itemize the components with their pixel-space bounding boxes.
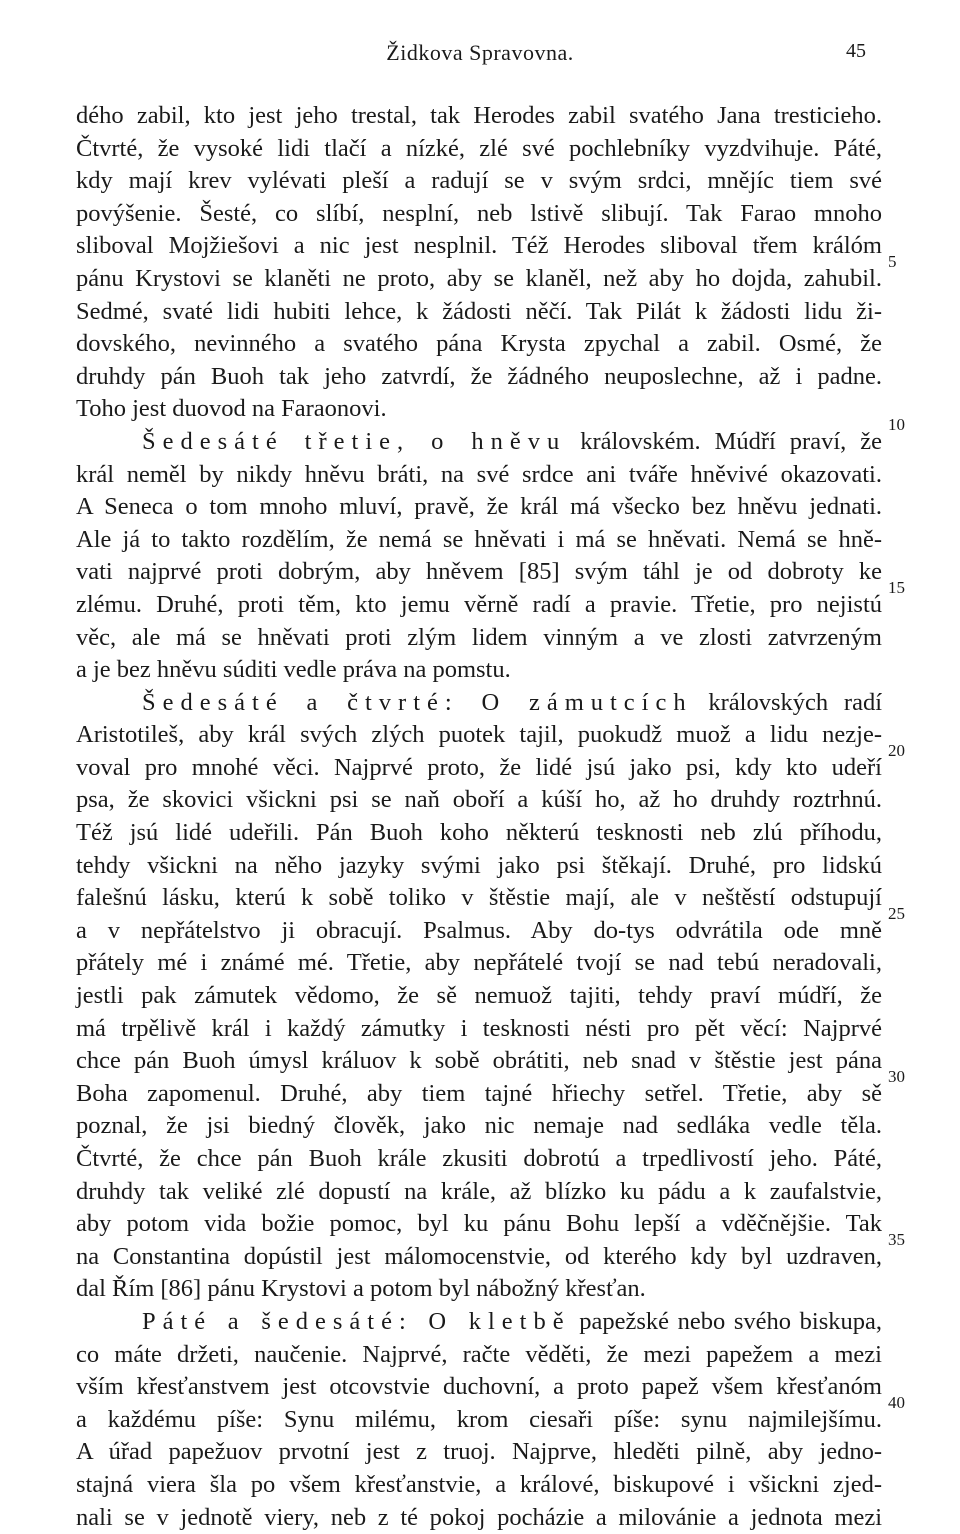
text-line-rest: královských radí	[692, 688, 883, 716]
text-line: a v nepřátelstvo ji obracují. Psalmus. Aby do-tys odvrátila ode mně	[76, 916, 882, 944]
line-number-35: 35	[888, 1230, 905, 1249]
text-line: Sedmé, svaté lidi hubiti lehce, k žádosti něčí. Tak Pilát k žádosti lidu ži-	[76, 297, 882, 325]
line-number-25: 25	[888, 904, 905, 923]
text-line: má trpělivě král i každý zámutky i tesknosti nésti pro pět věcí: Najprvé	[76, 1014, 882, 1042]
text-line: dal Řím [86] pánu Krystovi a potom byl nábožný křesťan.	[76, 1275, 646, 1303]
text-line: vším křesťanstvem jest otcovstvie duchovní, a proto papež všem křesťanóm	[76, 1373, 882, 1401]
text-line: Aristotileš, aby král svých zlých puotek tajil, puokudž muož a lidu nezje-	[76, 721, 882, 749]
text-line: druhdy pán Buoh tak jeho zatvrdí, že žádného neuposlechne, až i padne.	[76, 362, 882, 390]
text-line: a každému píše: Synu milému, krom ciesaři píše: synu najmilejšímu.	[76, 1405, 882, 1433]
section-heading-63: Šedesáté třetie, o hněvu	[142, 427, 567, 455]
text-line: druhdy tak veliké zlé dopustí na krále, až blízko ku pádu a k zaufalstvie,	[76, 1177, 882, 1205]
text-line: Čtvrté, že vysoké lidi tlačí a nízké, zlé své pochlebníky vyzdvihuje. Páté,	[76, 134, 882, 162]
text-line: stajná viera šla po všem křesťanstvie, a králové, biskupové i všickni zjed-	[76, 1470, 882, 1498]
text-line: a je bez hněvu súditi vedle práva na pomstu.	[76, 656, 511, 684]
text-line: na Constantina dopústil jest málomocenstvie, od kterého kdy byl uzdraven,	[76, 1242, 882, 1270]
text-line: falešnú lásku, kterú k sobě toliko v štěstie mají, ale v neštěstí odstupují	[76, 884, 882, 912]
text-line: Též jsú lidé udeřili. Pán Buoh koho některú tesknosti neb zlú příhodu,	[76, 819, 882, 847]
section-heading-line	[76, 426, 882, 459]
page-number: 45	[846, 40, 866, 62]
section-heading-65: Páté a šedesáté: O kletbě	[142, 1307, 571, 1335]
text-line: voval pro mnohé věci. Najprvé proto, že lidé jsú jako psi, kdy kto udeří	[76, 753, 882, 781]
text-line: zlému. Druhé, proti těm, kto jemu věrně radí a pravie. Třetie, pro nejistú	[76, 590, 882, 618]
text-line: poznal, že jsi biedný člověk, jako nic nemaje nad sedláka vedle těla.	[76, 1112, 882, 1140]
running-title: Židkova Spravovna.	[386, 40, 574, 65]
line-number-5: 5	[888, 252, 897, 271]
text-line: povýšenie. Šesté, co slíbí, nesplní, neb lstivě slibují. Tak Farao mnoho	[76, 199, 882, 227]
text-line: přátely mé i známé mé. Třetie, aby nepřátelé tvojí se nad tebú neradovali,	[76, 949, 882, 977]
text-line: Čtvrté, že chce pán Buoh krále zkusiti dobrotú a trpedlivostí jeho. Páté,	[76, 1145, 882, 1172]
text-line: věc, ale má se hněvati proti zlým lidem vinným a ve zlosti zatvrzeným	[76, 623, 882, 651]
text-line-rest: papežské nebo svého biskupa,	[570, 1307, 883, 1335]
text-line: psa, že skovici všickni psi se naň oboří a kúší ho, až ho druhdy roztrhnú.	[76, 786, 882, 814]
line-number-30: 30	[888, 1067, 905, 1086]
text-line: Boha zapomenul. Druhé, aby tiem tajné hřiechy setřel. Třetie, aby sě	[76, 1079, 882, 1107]
text-line: co máte držeti, naučenie. Najprvé, račte věděti, že mezi papežem a mezi	[76, 1340, 882, 1368]
line-number-15: 15	[888, 578, 905, 597]
text-line: pánu Krystovi se klaněti ne proto, aby se klaněl, než aby ho dojda, zahubil.	[76, 264, 882, 292]
text-line: A Seneca o tom mnoho mluví, pravě, že král má všecko bez hněvu jednati.	[76, 493, 882, 521]
line-number-10: 10	[888, 415, 905, 434]
text-line: nali se v jednotě viery, neb z té pokoj pocházie a milovánie a jednota mezi	[76, 1503, 882, 1531]
text-line: Toho jest duovod na Faraonovi.	[76, 395, 387, 423]
section-heading-64: Šedesáté a čtvrté: O zámutcích	[142, 688, 693, 716]
text-line-rest: královském. Múdří praví, že	[566, 427, 882, 455]
text-line: sliboval Mojžiešovi a nic jest nesplnil. Též Herodes sliboval třem králóm	[76, 232, 882, 260]
text-line: tehdy všickni na něho jazyky svými jako psi štěkají. Druhé, pro lidskú	[76, 851, 882, 879]
text-line: kdy mají krev vylévati pleší a radují se v svým srdci, mnějíc tiem své	[76, 167, 882, 195]
text-line: dého zabil, kto jest jeho trestal, tak Herodes zabil svatého Jana tresticieho.	[76, 102, 882, 129]
body-text	[76, 100, 882, 1534]
section-heading-line	[76, 1306, 882, 1339]
text-line: A úřad papežuov prvotní jest z truoj. Najprve, hleděti pilně, aby jedno-	[76, 1438, 882, 1466]
text-line: dovského, nevinného a svatého pána Krysta zpychal a zabil. Osmé, že	[76, 330, 882, 358]
text-line: jestli pak zámutek vědomo, že sě nemuož tajiti, tehdy praví múdří, že	[76, 982, 882, 1010]
line-number-40: 40	[888, 1393, 905, 1412]
text-line: vati najprvé proti dobrým, aby hněvem [85] svým táhl je od dobroty ke	[76, 558, 882, 586]
text-line: aby potom vida božie pomoc, byl ku pánu Bohu lepší a vděčnějšie. Tak	[76, 1210, 882, 1238]
section-heading-line	[76, 687, 882, 720]
text-line: chce pán Buoh úmysl králuov k sobě obrátiti, neb snad v štěstie jest pána	[76, 1047, 882, 1075]
text-line: král neměl by nikdy hněvu bráti, na své srdce ani tváře hněvivé okazovati.	[76, 460, 882, 488]
line-number-20: 20	[888, 741, 905, 760]
text-line: Ale já to takto rozdělím, že nemá se hněvati i má se hněvati. Nemá se hně-	[76, 525, 882, 553]
